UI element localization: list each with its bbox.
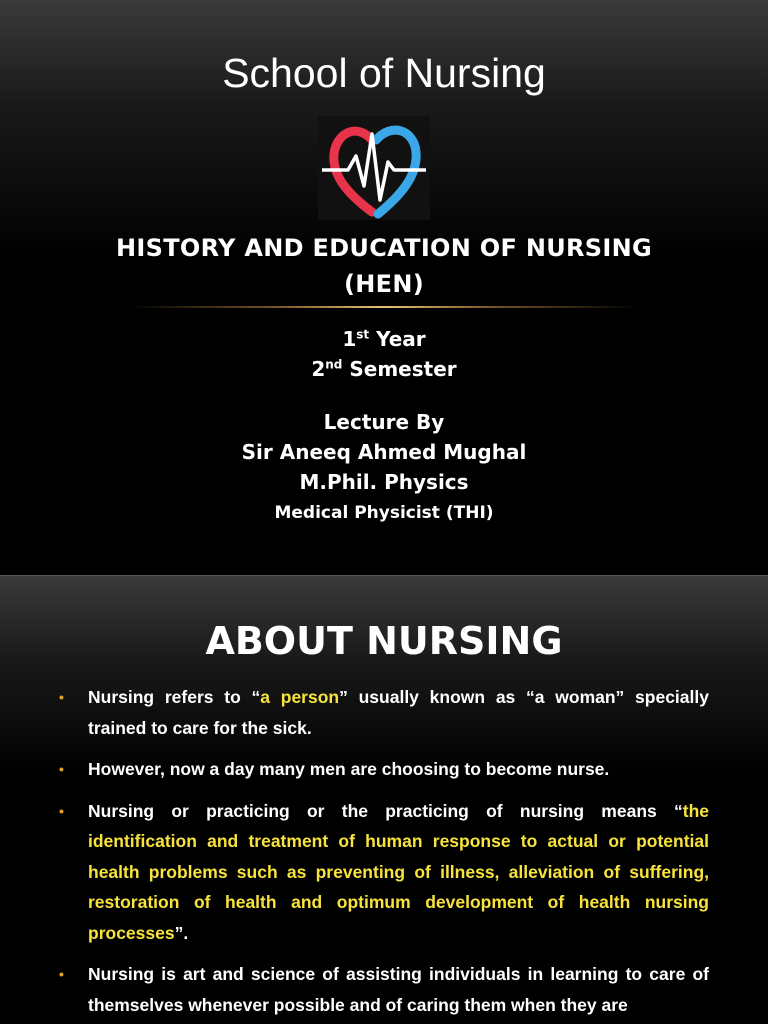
- bullet-highlight: a person: [260, 687, 340, 707]
- lecturer-name: Sir Aneeq Ahmed Mughal: [241, 440, 527, 464]
- title-divider: [130, 306, 638, 308]
- school-title: School of Nursing: [222, 50, 546, 96]
- year-text: Year: [369, 327, 426, 351]
- heart-pulse-icon: [318, 116, 430, 220]
- course-title-line1: HISTORY AND EDUCATION OF NURSING: [116, 234, 652, 262]
- list-item: [57, 796, 709, 949]
- year-line: [0, 325, 768, 353]
- lecture-label: Lecture By: [323, 410, 445, 434]
- bullet-text: Nursing or practicing or the practicing of nursing means “: [88, 800, 683, 821]
- bullet-text: ”.: [174, 922, 189, 943]
- bullet-dot-icon: •: [59, 966, 64, 982]
- bullet-text: Nursing is art and science of assisting individuals in learning to care of themselves whenever possible and of caring them when they are: [88, 964, 709, 1015]
- bullet-text: ” usually known as “a woman” specially trained to care for the sick.: [88, 687, 709, 738]
- about-title: ABOUT NURSING: [205, 619, 563, 663]
- semester-line: [0, 355, 768, 383]
- bullet-dot-icon: •: [59, 761, 64, 777]
- bullet-list: [57, 682, 709, 1024]
- semester-text: Semester: [342, 357, 457, 381]
- lecturer-role: Medical Physicist (THI): [274, 503, 494, 523]
- bullet-highlight: the identification and treatment of human response to actual or potential health problems such as preventing of illness, alleviation of suffering, restoration of health and optimum development of health nursing processes: [88, 800, 709, 943]
- bullet-text: However, now a day many men are choosing to become nurse.: [88, 759, 610, 779]
- semester-number: 2: [311, 357, 326, 381]
- bullet-text: Nursing refers to “: [88, 687, 261, 707]
- logo: [318, 116, 430, 220]
- list-item: [57, 682, 709, 743]
- list-item: [57, 754, 709, 785]
- bullet-dot-icon: •: [59, 802, 64, 819]
- lecturer-degree: M.Phil. Physics: [299, 470, 469, 494]
- about-slide: [0, 576, 768, 1024]
- year-number: 1: [342, 327, 357, 351]
- course-title-line2: (HEN): [343, 270, 424, 298]
- bullet-dot-icon: •: [59, 689, 64, 705]
- semester-suffix: nd: [325, 357, 343, 372]
- year-suffix: st: [356, 327, 370, 342]
- list-item: [57, 959, 709, 1020]
